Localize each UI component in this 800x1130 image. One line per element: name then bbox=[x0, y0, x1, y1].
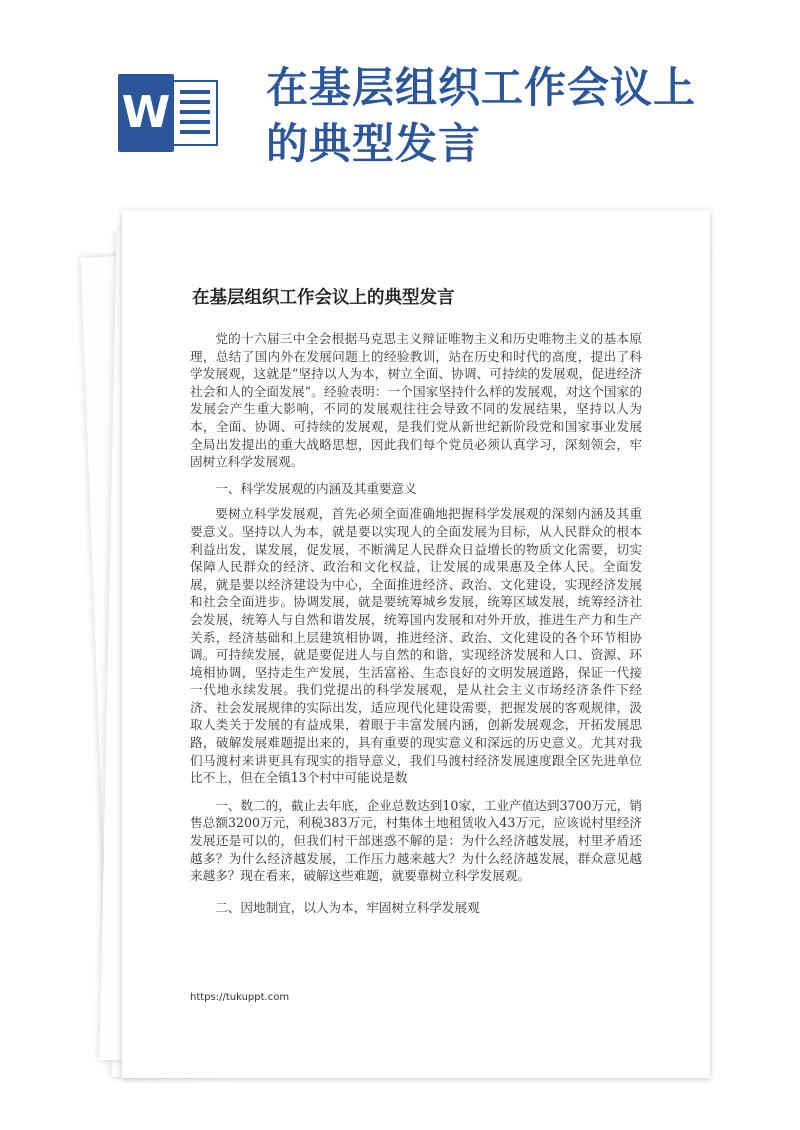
document-title: 在基层组织工作会议上的典型发言 bbox=[192, 288, 455, 308]
page-header bbox=[0, 0, 800, 200]
paragraph-section-1: 要树立科学发展观，首先必须全面准确地把握科学发展观的深刻内涵及其重要意义。坚持以人为本，就是要以实现人的全面发展为目标，从人民群众的根本利益出发，谋发展，促发展，不断满足人民群众日益增长的物质文化需要，切实保障人民群众的经济、政治和文化权益，让发展的成果惠及全体人民。全面发展，就是要以经济建设为中心，全面推进经济、政治、文化建设，实现经济发展和社会全面进步。协调发展，就是要统筹城乡发展，统筹区域发展，统筹经济社会发展，统筹人与自然和谐发展，统筹国内发展和对外开放，推进生产力和生产关系，经济基础和上层建筑相协调，推进经济、政治、文化建设的各个环节相协调。可持续发展，就是要促进人与自然的和谐，实现经济发展和人口、资源、环境相协调，坚持走生产发展，生活富裕、生态良好的文明发展道路，保证一代接一代地永续发展。我们党提出的科学发展观，是从社会主义市场经济条件下经济、社会发展规律的实际出发，适应现代化建设需要，把握发展的客观规律，汲取人类关于发展的有益成果，着眼于丰富发展内涵，创新发展观念，开拓发展思路，破解发展难题提出来的，具有重要的现实意义和深远的历史意义。尤其对我们马渡村来讲更具有现实的指导意义，我们马渡村经济发展速度跟全区先进单位比不上，但在全镇13个村中可能说是数 bbox=[190, 506, 642, 786]
section-heading-1: 一、科学发展观的内涵及其重要意义 bbox=[215, 480, 417, 496]
document-page bbox=[122, 210, 710, 1078]
footer-link[interactable]: https://tukuppt.com bbox=[190, 992, 290, 1003]
section-heading-2: 二、因地制宜，以人为本，牢固树立科学发展观 bbox=[215, 899, 480, 915]
word-document-icon bbox=[118, 66, 218, 162]
document-body bbox=[190, 330, 642, 924]
paragraph-intro: 党的十六届三中全会根据马克思主义辩证唯物主义和历史唯物主义的基本原理，总结了国内外在发展问题上的经验教训，站在历史和时代的高度，提出了科学发展观，这就是“坚持以人为本，树立全面、协调、可持续的发展观，促进经济社会和人的全面发展”。经验表明：一个国家坚持什么样的发展观，对这个国家的发展会产生重大影响，不同的发展观往往会导致不同的发展结果，坚持以人为本，全面、协调、可持续的发展观，是我们党从新世纪新阶段党和国家事业发展全局出发提出的重大战略思想，因此我们每个党员必须认真学习，深刻领会，牢固树立科学发展观。 bbox=[190, 331, 642, 470]
page-title: 在基层组织工作会议上的典型发言 bbox=[266, 63, 697, 168]
word-icon-lines bbox=[174, 80, 218, 146]
paragraph-statistics: 一、数二的，截止去年底，企业总数达到10家，工业产值达到3700万元，销售总额3200万元，利税383万元，村集体土地租赁收入43万元，应该说村里经济发展还是可以的，但我们村干部迷惑不解的是：为什么经济越发展，村里矛盾还越多？为什么经济越发展，工作压力越来越大？为什么经济越发展，群众意见越来越多？现在看来，破解这些难题，就要靠树立科学发展观。 bbox=[190, 797, 642, 884]
word-icon-letter: W bbox=[118, 74, 174, 152]
